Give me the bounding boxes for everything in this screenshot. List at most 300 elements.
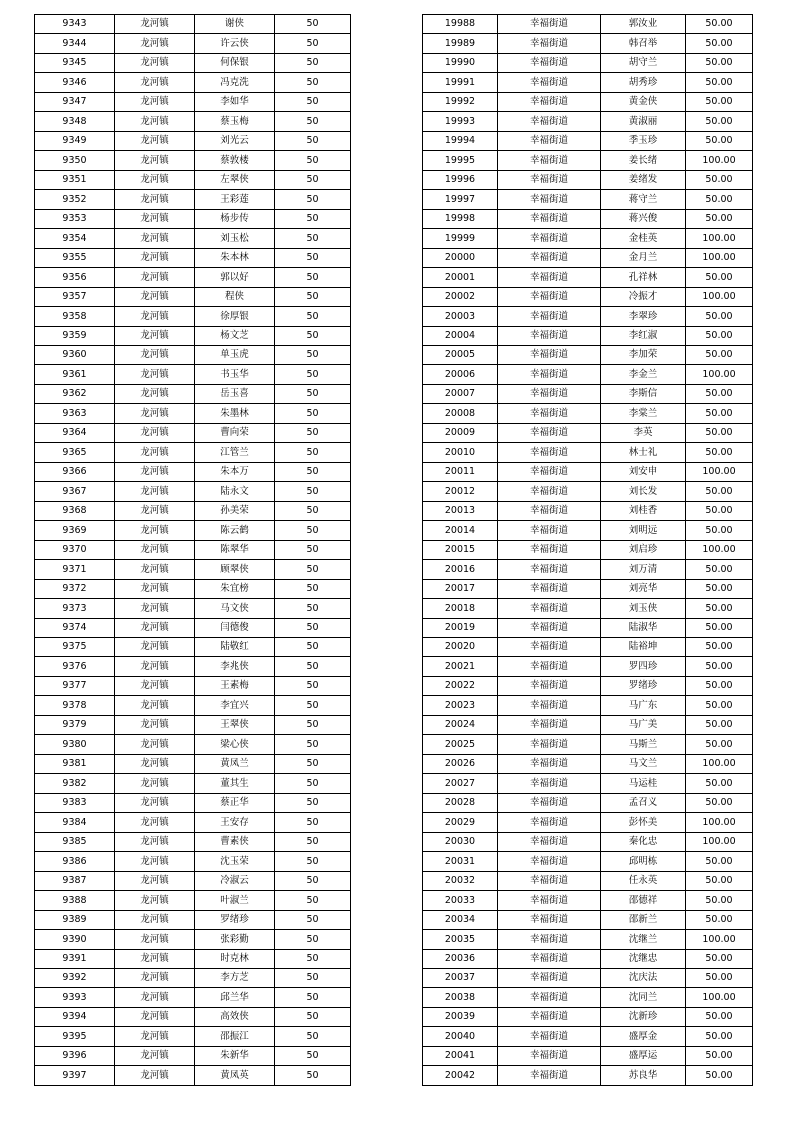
cell-location: 幸福街道 bbox=[498, 774, 601, 793]
cell-location: 幸福街道 bbox=[498, 15, 601, 34]
cell-id: 9359 bbox=[35, 326, 115, 345]
cell-id: 20008 bbox=[423, 404, 498, 423]
cell-name: 彭怀美 bbox=[601, 813, 686, 832]
table-row bbox=[35, 170, 351, 189]
cell-id: 20039 bbox=[423, 1007, 498, 1026]
cell-amount: 50.00 bbox=[686, 443, 753, 462]
cell-location: 幸福街道 bbox=[498, 151, 601, 170]
cell-id: 9379 bbox=[35, 715, 115, 734]
table-row bbox=[35, 15, 351, 34]
cell-id: 20014 bbox=[423, 521, 498, 540]
table-row bbox=[423, 53, 753, 72]
cell-name: 孙美荣 bbox=[195, 501, 275, 520]
table-row bbox=[423, 813, 753, 832]
cell-location: 幸福街道 bbox=[498, 170, 601, 189]
cell-id: 9347 bbox=[35, 92, 115, 111]
cell-id: 9361 bbox=[35, 365, 115, 384]
cell-name: 冷振才 bbox=[601, 287, 686, 306]
cell-id: 20020 bbox=[423, 638, 498, 657]
cell-id: 9349 bbox=[35, 131, 115, 150]
table-row bbox=[35, 248, 351, 267]
cell-id: 9354 bbox=[35, 229, 115, 248]
cell-location: 龙河镇 bbox=[115, 112, 195, 131]
cell-amount: 100.00 bbox=[686, 229, 753, 248]
cell-name: 单玉虎 bbox=[195, 345, 275, 364]
cell-name: 刘万清 bbox=[601, 560, 686, 579]
cell-name: 金月兰 bbox=[601, 248, 686, 267]
cell-name: 曹素侠 bbox=[195, 832, 275, 851]
cell-amount: 50.00 bbox=[686, 53, 753, 72]
table-row bbox=[423, 832, 753, 851]
cell-id: 19999 bbox=[423, 229, 498, 248]
cell-id: 20025 bbox=[423, 735, 498, 754]
cell-name: 王彩莲 bbox=[195, 190, 275, 209]
table-row bbox=[423, 891, 753, 910]
cell-name: 马广美 bbox=[601, 715, 686, 734]
cell-id: 20010 bbox=[423, 443, 498, 462]
cell-name: 曹向荣 bbox=[195, 423, 275, 442]
table-row bbox=[35, 307, 351, 326]
table-row bbox=[423, 968, 753, 987]
cell-id: 9384 bbox=[35, 813, 115, 832]
cell-amount: 50 bbox=[275, 287, 351, 306]
cell-id: 20027 bbox=[423, 774, 498, 793]
table-row bbox=[423, 345, 753, 364]
cell-location: 龙河镇 bbox=[115, 268, 195, 287]
cell-name: 朱本万 bbox=[195, 462, 275, 481]
table-row bbox=[423, 676, 753, 695]
table-row bbox=[423, 384, 753, 403]
table-row bbox=[423, 949, 753, 968]
cell-location: 幸福街道 bbox=[498, 735, 601, 754]
cell-amount: 50 bbox=[275, 949, 351, 968]
cell-amount: 50 bbox=[275, 482, 351, 501]
table-row bbox=[35, 151, 351, 170]
table-row bbox=[423, 540, 753, 559]
cell-name: 林士礼 bbox=[601, 443, 686, 462]
cell-name: 王安存 bbox=[195, 813, 275, 832]
cell-id: 20031 bbox=[423, 852, 498, 871]
cell-name: 董其生 bbox=[195, 774, 275, 793]
table-row bbox=[423, 34, 753, 53]
cell-id: 9363 bbox=[35, 404, 115, 423]
cell-location: 龙河镇 bbox=[115, 345, 195, 364]
cell-name: 闫德俊 bbox=[195, 618, 275, 637]
cell-amount: 50.00 bbox=[686, 1007, 753, 1026]
table-row bbox=[35, 715, 351, 734]
cell-id: 9371 bbox=[35, 560, 115, 579]
cell-name: 王翠侠 bbox=[195, 715, 275, 734]
cell-name: 高效侠 bbox=[195, 1007, 275, 1026]
cell-name: 朱宜榜 bbox=[195, 579, 275, 598]
cell-name: 朱本林 bbox=[195, 248, 275, 267]
cell-amount: 50 bbox=[275, 910, 351, 929]
cell-location: 幸福街道 bbox=[498, 423, 601, 442]
cell-id: 9376 bbox=[35, 657, 115, 676]
cell-amount: 50 bbox=[275, 560, 351, 579]
cell-id: 9392 bbox=[35, 968, 115, 987]
cell-location: 龙河镇 bbox=[115, 501, 195, 520]
cell-amount: 50.00 bbox=[686, 404, 753, 423]
cell-location: 龙河镇 bbox=[115, 521, 195, 540]
cell-amount: 50.00 bbox=[686, 131, 753, 150]
table-row bbox=[35, 268, 351, 287]
cell-amount: 50 bbox=[275, 793, 351, 812]
table-row bbox=[35, 53, 351, 72]
cell-id: 20003 bbox=[423, 307, 498, 326]
table-row bbox=[423, 462, 753, 481]
cell-id: 20036 bbox=[423, 949, 498, 968]
table-row bbox=[35, 1027, 351, 1046]
table-row bbox=[35, 988, 351, 1007]
cell-location: 幸福街道 bbox=[498, 1066, 601, 1085]
cell-amount: 50 bbox=[275, 754, 351, 773]
cell-location: 龙河镇 bbox=[115, 384, 195, 403]
cell-location: 幸福街道 bbox=[498, 696, 601, 715]
cell-id: 20009 bbox=[423, 423, 498, 442]
cell-name: 姜长绪 bbox=[601, 151, 686, 170]
cell-name: 黄金侠 bbox=[601, 92, 686, 111]
cell-amount: 50 bbox=[275, 813, 351, 832]
cell-location: 龙河镇 bbox=[115, 190, 195, 209]
table-row bbox=[423, 1027, 753, 1046]
cell-amount: 50.00 bbox=[686, 268, 753, 287]
cell-location: 龙河镇 bbox=[115, 404, 195, 423]
cell-location: 龙河镇 bbox=[115, 657, 195, 676]
cell-location: 幸福街道 bbox=[498, 1007, 601, 1026]
cell-amount: 50 bbox=[275, 423, 351, 442]
cell-id: 20021 bbox=[423, 657, 498, 676]
cell-name: 金桂英 bbox=[601, 229, 686, 248]
cell-name: 沈新珍 bbox=[601, 1007, 686, 1026]
cell-amount: 50.00 bbox=[686, 92, 753, 111]
cell-location: 幸福街道 bbox=[498, 73, 601, 92]
cell-amount: 50 bbox=[275, 365, 351, 384]
cell-id: 19998 bbox=[423, 209, 498, 228]
cell-id: 20011 bbox=[423, 462, 498, 481]
cell-amount: 50.00 bbox=[686, 949, 753, 968]
cell-id: 19989 bbox=[423, 34, 498, 53]
cell-location: 龙河镇 bbox=[115, 930, 195, 949]
cell-location: 幸福街道 bbox=[498, 229, 601, 248]
cell-amount: 50 bbox=[275, 384, 351, 403]
cell-id: 20017 bbox=[423, 579, 498, 598]
cell-id: 20000 bbox=[423, 248, 498, 267]
cell-location: 幸福街道 bbox=[498, 190, 601, 209]
cell-name: 罗绪珍 bbox=[601, 676, 686, 695]
cell-location: 龙河镇 bbox=[115, 735, 195, 754]
table-row bbox=[423, 1007, 753, 1026]
cell-id: 19994 bbox=[423, 131, 498, 150]
cell-name: 刘明远 bbox=[601, 521, 686, 540]
table-row bbox=[423, 754, 753, 773]
table-row bbox=[35, 404, 351, 423]
table-row bbox=[35, 112, 351, 131]
cell-amount: 50.00 bbox=[686, 209, 753, 228]
cell-name: 李英 bbox=[601, 423, 686, 442]
cell-name: 沈玉荣 bbox=[195, 852, 275, 871]
cell-name: 罗四珍 bbox=[601, 657, 686, 676]
cell-name: 叶淑兰 bbox=[195, 891, 275, 910]
cell-location: 幸福街道 bbox=[498, 910, 601, 929]
cell-location: 幸福街道 bbox=[498, 1046, 601, 1065]
cell-location: 龙河镇 bbox=[115, 968, 195, 987]
cell-id: 20034 bbox=[423, 910, 498, 929]
table-row bbox=[423, 715, 753, 734]
cell-name: 刘玉侠 bbox=[601, 599, 686, 618]
cell-location: 幸福街道 bbox=[498, 599, 601, 618]
cell-id: 20018 bbox=[423, 599, 498, 618]
cell-amount: 50 bbox=[275, 462, 351, 481]
cell-name: 胡秀珍 bbox=[601, 73, 686, 92]
cell-location: 龙河镇 bbox=[115, 793, 195, 812]
table-row bbox=[35, 501, 351, 520]
cell-amount: 50 bbox=[275, 930, 351, 949]
cell-name: 杨文芝 bbox=[195, 326, 275, 345]
cell-amount: 50.00 bbox=[686, 501, 753, 520]
table-row bbox=[35, 735, 351, 754]
cell-amount: 50 bbox=[275, 268, 351, 287]
cell-location: 龙河镇 bbox=[115, 423, 195, 442]
cell-location: 幸福街道 bbox=[498, 287, 601, 306]
cell-name: 岳玉喜 bbox=[195, 384, 275, 403]
cell-id: 20022 bbox=[423, 676, 498, 695]
cell-name: 刘启珍 bbox=[601, 540, 686, 559]
table-row bbox=[35, 462, 351, 481]
cell-location: 幸福街道 bbox=[498, 560, 601, 579]
cell-name: 邵德祥 bbox=[601, 891, 686, 910]
cell-name: 程侠 bbox=[195, 287, 275, 306]
cell-name: 书玉华 bbox=[195, 365, 275, 384]
cell-id: 9377 bbox=[35, 676, 115, 695]
table-row bbox=[35, 618, 351, 637]
table-row bbox=[423, 618, 753, 637]
cell-location: 幸福街道 bbox=[498, 209, 601, 228]
cell-name: 李棠兰 bbox=[601, 404, 686, 423]
cell-id: 9350 bbox=[35, 151, 115, 170]
table-row bbox=[423, 735, 753, 754]
cell-location: 龙河镇 bbox=[115, 1027, 195, 1046]
cell-location: 龙河镇 bbox=[115, 73, 195, 92]
cell-location: 龙河镇 bbox=[115, 248, 195, 267]
cell-location: 龙河镇 bbox=[115, 92, 195, 111]
cell-location: 龙河镇 bbox=[115, 131, 195, 150]
cell-amount: 50 bbox=[275, 599, 351, 618]
cell-id: 9372 bbox=[35, 579, 115, 598]
cell-name: 邱明栋 bbox=[601, 852, 686, 871]
table-row bbox=[423, 579, 753, 598]
cell-location: 幸福街道 bbox=[498, 268, 601, 287]
table-row bbox=[423, 209, 753, 228]
cell-amount: 50.00 bbox=[686, 1066, 753, 1085]
cell-location: 龙河镇 bbox=[115, 53, 195, 72]
cell-id: 9346 bbox=[35, 73, 115, 92]
table-row bbox=[35, 92, 351, 111]
cell-location: 龙河镇 bbox=[115, 229, 195, 248]
cell-location: 龙河镇 bbox=[115, 910, 195, 929]
cell-name: 盛厚金 bbox=[601, 1027, 686, 1046]
cell-id: 9343 bbox=[35, 15, 115, 34]
cell-amount: 50 bbox=[275, 871, 351, 890]
cell-location: 幸福街道 bbox=[498, 404, 601, 423]
cell-id: 19996 bbox=[423, 170, 498, 189]
table-row bbox=[423, 131, 753, 150]
cell-location: 龙河镇 bbox=[115, 599, 195, 618]
table-row bbox=[423, 15, 753, 34]
cell-id: 9360 bbox=[35, 345, 115, 364]
table-row bbox=[423, 521, 753, 540]
cell-name: 梁心侠 bbox=[195, 735, 275, 754]
cell-name: 郭汝业 bbox=[601, 15, 686, 34]
cell-name: 张彩勤 bbox=[195, 930, 275, 949]
cell-id: 19997 bbox=[423, 190, 498, 209]
cell-name: 李斯信 bbox=[601, 384, 686, 403]
cell-amount: 100.00 bbox=[686, 754, 753, 773]
cell-name: 冷淑云 bbox=[195, 871, 275, 890]
cell-id: 9365 bbox=[35, 443, 115, 462]
table-row bbox=[423, 92, 753, 111]
cell-location: 龙河镇 bbox=[115, 540, 195, 559]
cell-id: 20023 bbox=[423, 696, 498, 715]
cell-id: 9382 bbox=[35, 774, 115, 793]
cell-name: 沈继兰 bbox=[601, 930, 686, 949]
cell-amount: 50 bbox=[275, 696, 351, 715]
cell-id: 9353 bbox=[35, 209, 115, 228]
cell-name: 刘安申 bbox=[601, 462, 686, 481]
cell-name: 蔡正华 bbox=[195, 793, 275, 812]
cell-id: 9357 bbox=[35, 287, 115, 306]
table-row bbox=[35, 384, 351, 403]
cell-id: 9370 bbox=[35, 540, 115, 559]
table-row bbox=[35, 930, 351, 949]
cell-location: 龙河镇 bbox=[115, 365, 195, 384]
table-row bbox=[35, 34, 351, 53]
cell-id: 9344 bbox=[35, 34, 115, 53]
table-row bbox=[35, 560, 351, 579]
cell-amount: 50.00 bbox=[686, 676, 753, 695]
cell-location: 幸福街道 bbox=[498, 34, 601, 53]
table-row bbox=[35, 813, 351, 832]
table-row bbox=[423, 307, 753, 326]
cell-amount: 100.00 bbox=[686, 813, 753, 832]
cell-amount: 50.00 bbox=[686, 696, 753, 715]
cell-name: 李翠珍 bbox=[601, 307, 686, 326]
cell-location: 幸福街道 bbox=[498, 891, 601, 910]
cell-location: 龙河镇 bbox=[115, 1066, 195, 1085]
cell-location: 龙河镇 bbox=[115, 209, 195, 228]
table-row bbox=[35, 1046, 351, 1065]
cell-amount: 50.00 bbox=[686, 190, 753, 209]
cell-name: 孟召义 bbox=[601, 793, 686, 812]
table-row bbox=[35, 482, 351, 501]
cell-location: 龙河镇 bbox=[115, 462, 195, 481]
cell-amount: 50 bbox=[275, 735, 351, 754]
cell-location: 幸福街道 bbox=[498, 657, 601, 676]
cell-amount: 50 bbox=[275, 715, 351, 734]
cell-location: 幸福街道 bbox=[498, 521, 601, 540]
table-row bbox=[423, 1066, 753, 1085]
cell-id: 9388 bbox=[35, 891, 115, 910]
cell-amount: 50 bbox=[275, 852, 351, 871]
table-row bbox=[35, 365, 351, 384]
cell-amount: 50.00 bbox=[686, 793, 753, 812]
cell-location: 龙河镇 bbox=[115, 1007, 195, 1026]
cell-name: 李红淑 bbox=[601, 326, 686, 345]
table-row bbox=[423, 988, 753, 1007]
cell-location: 龙河镇 bbox=[115, 482, 195, 501]
cell-amount: 50.00 bbox=[686, 910, 753, 929]
table-row bbox=[423, 930, 753, 949]
cell-location: 幸福街道 bbox=[498, 248, 601, 267]
cell-name: 杨步传 bbox=[195, 209, 275, 228]
table-row bbox=[35, 1007, 351, 1026]
cell-location: 幸福街道 bbox=[498, 365, 601, 384]
table-row bbox=[423, 287, 753, 306]
cell-id: 9378 bbox=[35, 696, 115, 715]
cell-name: 李金兰 bbox=[601, 365, 686, 384]
cell-amount: 50 bbox=[275, 151, 351, 170]
cell-location: 龙河镇 bbox=[115, 443, 195, 462]
cell-id: 9367 bbox=[35, 482, 115, 501]
cell-amount: 50 bbox=[275, 190, 351, 209]
cell-id: 9351 bbox=[35, 170, 115, 189]
table-row bbox=[423, 404, 753, 423]
cell-amount: 50.00 bbox=[686, 1046, 753, 1065]
cell-id: 9364 bbox=[35, 423, 115, 442]
cell-location: 龙河镇 bbox=[115, 307, 195, 326]
cell-id: 9395 bbox=[35, 1027, 115, 1046]
cell-location: 龙河镇 bbox=[115, 949, 195, 968]
cell-amount: 50 bbox=[275, 638, 351, 657]
table-row bbox=[35, 910, 351, 929]
cell-id: 9356 bbox=[35, 268, 115, 287]
cell-location: 幸福街道 bbox=[498, 618, 601, 637]
cell-id: 20030 bbox=[423, 832, 498, 851]
cell-location: 龙河镇 bbox=[115, 754, 195, 773]
cell-location: 幸福街道 bbox=[498, 832, 601, 851]
table-row bbox=[35, 423, 351, 442]
cell-location: 龙河镇 bbox=[115, 151, 195, 170]
cell-location: 幸福街道 bbox=[498, 307, 601, 326]
table-row bbox=[423, 910, 753, 929]
table-row bbox=[35, 968, 351, 987]
cell-location: 幸福街道 bbox=[498, 540, 601, 559]
cell-amount: 50 bbox=[275, 73, 351, 92]
table-row bbox=[423, 268, 753, 287]
table-row bbox=[35, 209, 351, 228]
table-row bbox=[35, 793, 351, 812]
table-row bbox=[35, 73, 351, 92]
cell-id: 20033 bbox=[423, 891, 498, 910]
cell-id: 9389 bbox=[35, 910, 115, 929]
cell-location: 龙河镇 bbox=[115, 1046, 195, 1065]
cell-id: 9352 bbox=[35, 190, 115, 209]
cell-id: 20012 bbox=[423, 482, 498, 501]
cell-id: 9369 bbox=[35, 521, 115, 540]
cell-name: 马运桂 bbox=[601, 774, 686, 793]
table-row bbox=[423, 423, 753, 442]
cell-name: 秦化忠 bbox=[601, 832, 686, 851]
cell-amount: 50.00 bbox=[686, 326, 753, 345]
cell-id: 9345 bbox=[35, 53, 115, 72]
cell-amount: 50 bbox=[275, 53, 351, 72]
cell-id: 9355 bbox=[35, 248, 115, 267]
cell-amount: 50 bbox=[275, 170, 351, 189]
cell-location: 幸福街道 bbox=[498, 813, 601, 832]
left-table bbox=[34, 14, 351, 1086]
table-row bbox=[423, 73, 753, 92]
table-row bbox=[423, 443, 753, 462]
